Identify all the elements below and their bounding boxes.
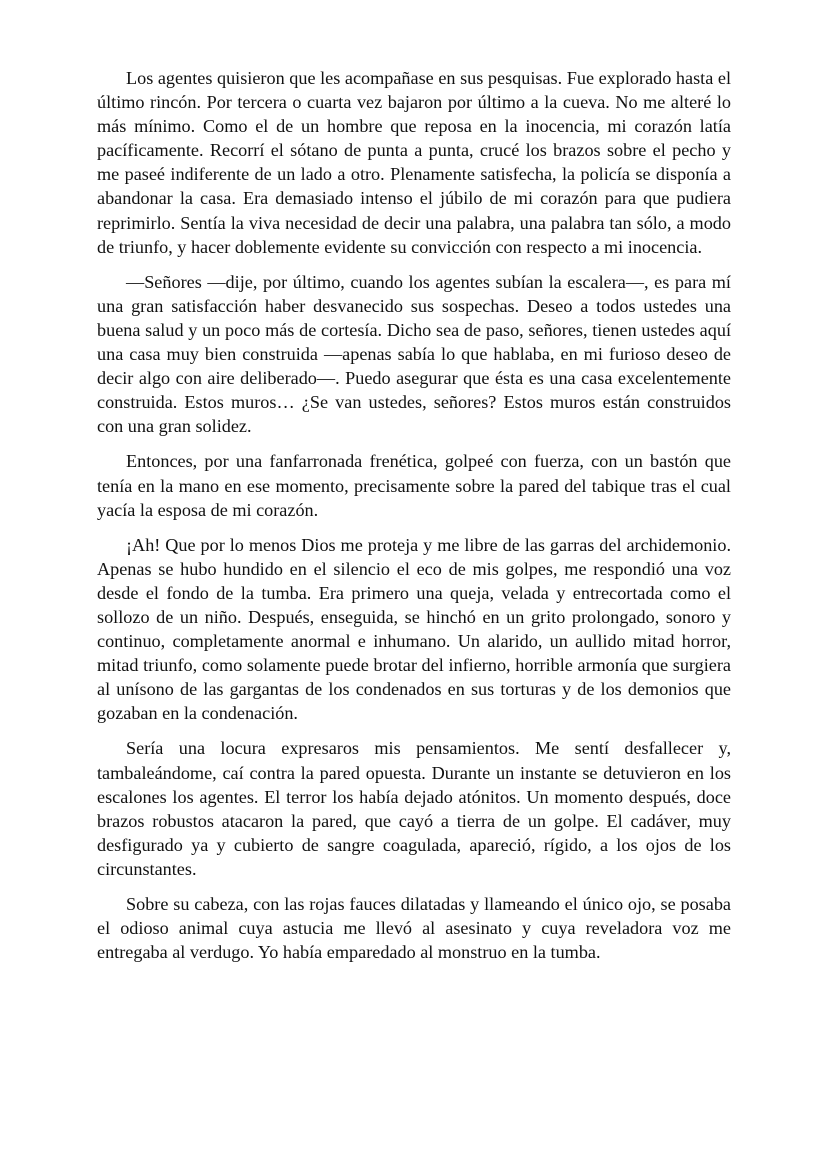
document-page: [97, 66, 731, 975]
paragraph-2: —Señores —dije, por último, cuando los agentes subían la escalera—, es para mí una gran satisfacción haber desvanecido sus sospechas. Deseo a todos ustedes una buena salud y un poco más de cortesía. Dicho sea de paso, señores, tienen ustedes aquí una casa muy bien construida —apenas sabía lo que hablaba, en mi furioso deseo de decir algo con aire deliberado—. Puedo asegurar que ésta es una casa excelentemente construida. Estos muros… ¿Se van ustedes, señores? Estos muros están construidos con una gran solidez.: [97, 271, 731, 437]
paragraph-6: Sobre su cabeza, con las rojas fauces dilatadas y llameando el único ojo, se posaba el odioso animal cuya astucia me llevó al asesinato y cuya reveladora voz me entregaba al verdugo. Yo había emparedado al monstruo en la tumba.: [97, 894, 731, 963]
paragraph-5: Sería una locura expresaros mis pensamientos. Me sentí desfallecer y, tambaleándome, caí contra la pared opuesta. Durante un instante se detuvieron en los escalones los agentes. El terror los había dejado atónitos. Un momento después, doce brazos robustos atacaron la pared, que cayó a tierra de un golpe. El cadáver, muy desfigurado ya y cubierto de sangre coagulada, apareció, rígido, a los ojos de los circunstantes.: [97, 738, 731, 879]
paragraph-1: Los agentes quisieron que les acompañase en sus pesquisas. Fue explorado hasta el último rincón. Por tercera o cuarta vez bajaron por último a la cueva. No me alteré lo más mínimo. Como el de un hombre que reposa en la inocencia, mi corazón latía pacíficamente. Recorrí el sótano de punta a punta, crucé los brazos sobre el pecho y me paseé indiferente de un lado a otro. Plenamente satisfecha, la policía se disponía a abandonar la casa. Era demasiado intenso el júbilo de mi corazón para que pudiera reprimirlo. Sentía la viva necesidad de decir una palabra, una palabra tan sólo, a modo de triunfo, y hacer doblemente evidente su convicción con respecto a mi inocencia.: [97, 68, 731, 257]
paragraph-4: ¡Ah! Que por lo menos Dios me proteja y me libre de las garras del archidemonio. Apenas se hubo hundido en el silencio el eco de mis golpes, me respondió una voz desde el fondo de la tumba. Era primero una queja, velada y entrecortada como el sollozo de un niño. Después, enseguida, se hinchó en un grito prolongado, sonoro y continuo, completamente anormal e inhumano. Un alarido, un aullido mitad horror, mitad triunfo, como solamente puede brotar del infierno, horrible armonía que surgiera al unísono de las gargantas de los condenados en sus torturas y de los demonios que gozaban en la condenación.: [97, 534, 731, 724]
paragraph-3: Entonces, por una fanfarronada frenética, golpeé con fuerza, con un bastón que tenía en la mano en ese momento, precisamente sobre la pared del tabique tras el cual yacía la esposa de mi corazón.: [97, 451, 731, 520]
